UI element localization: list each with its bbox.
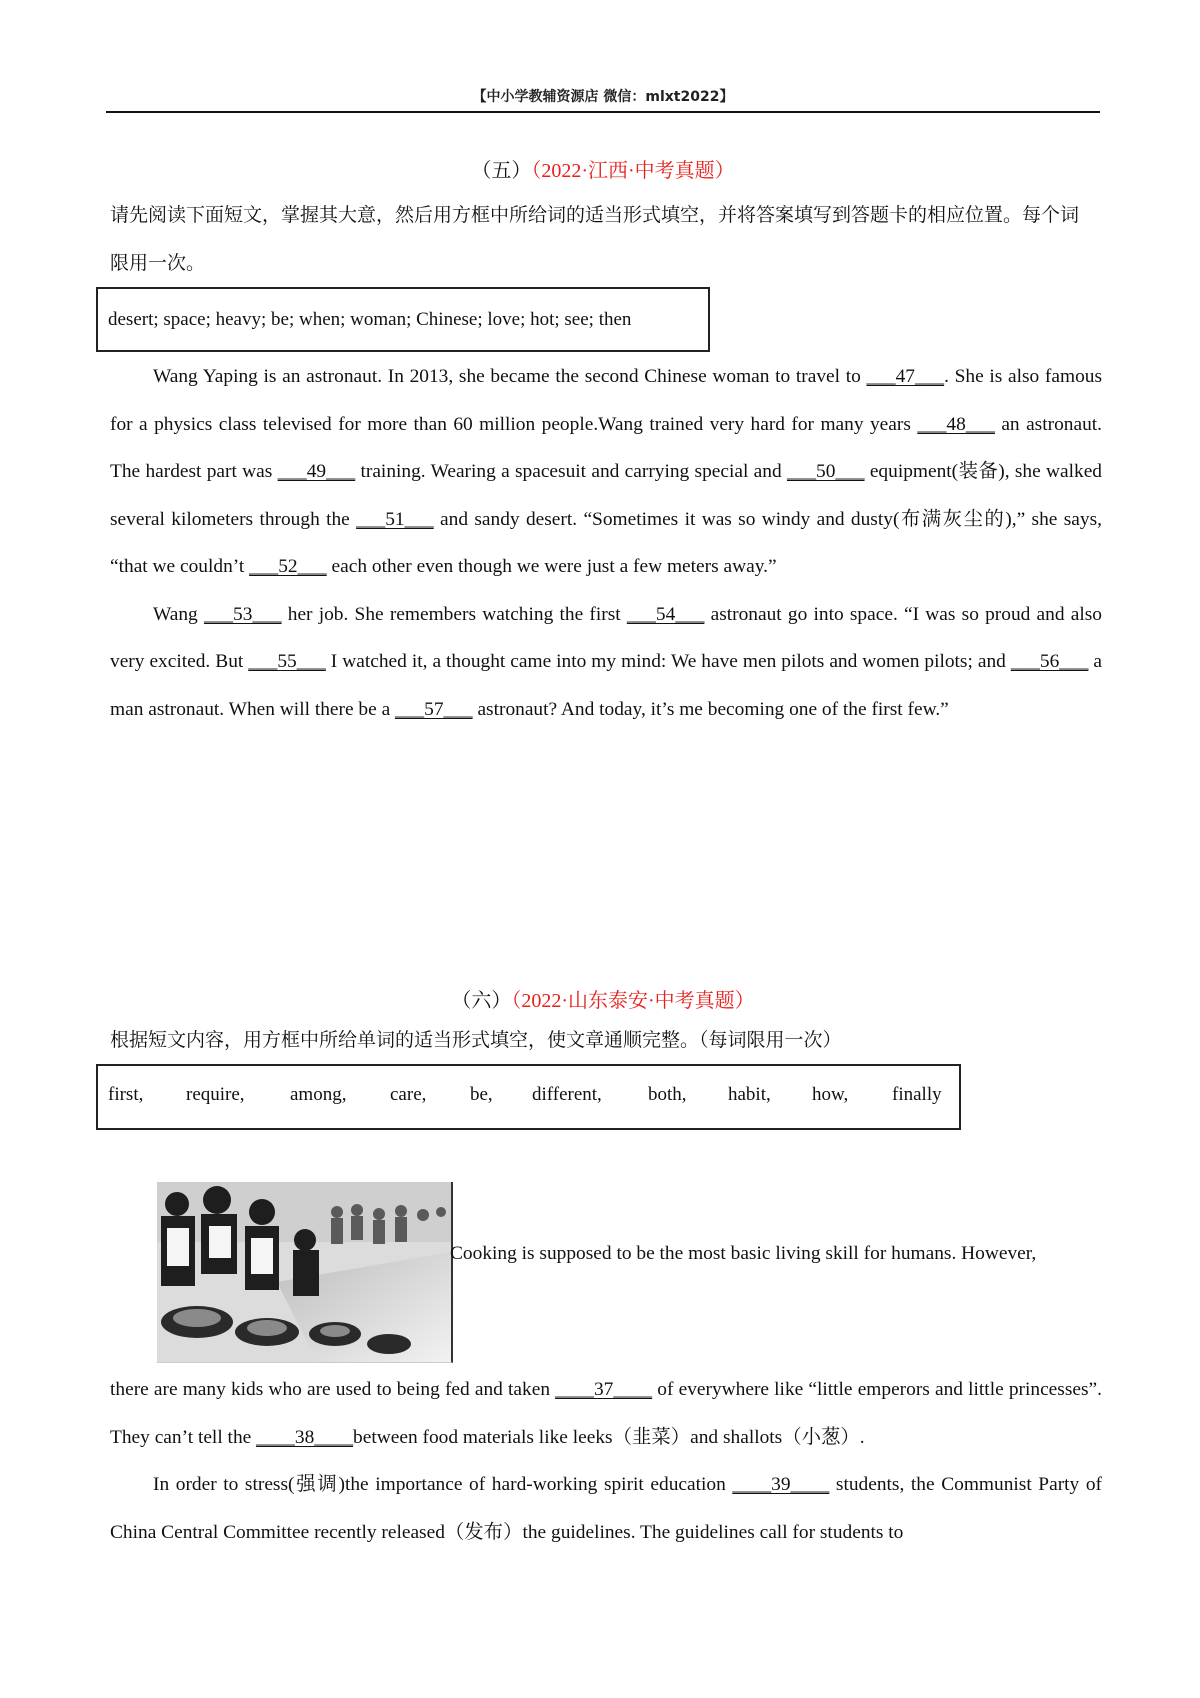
passage-text: there are many kids who are used to being fed and taken — [110, 1379, 556, 1400]
passage-text: a man astronaut. When will there be a — [110, 651, 1102, 720]
cooking-photo-image — [157, 1182, 451, 1362]
blank-52: ___52___ — [249, 556, 327, 577]
section6-beside-image — [450, 1242, 1102, 1266]
section5-paragraph-1 — [110, 353, 1102, 591]
blank-56: ___56___ — [1010, 651, 1089, 672]
passage-text: Wang Yaping is an astronaut. In 2013, she became the second Chinese woman to travel to — [153, 366, 867, 387]
passage-text: . She is also famous for a physics class televised for more than 60 million people.Wang trained very hard for many years — [110, 366, 1103, 435]
word-box-item: how, — [812, 1084, 849, 1105]
cooking-photo — [157, 1182, 453, 1363]
passage-text: astronaut? And today, it’s me becoming one of the first few.” — [472, 698, 949, 720]
section5-instruction: 请先阅读下面短文，掌握其大意，然后用方框中所给词的适当形式填空，并将答案填写到答题卡的相应位置。每个词限用一次。 — [110, 204, 1080, 274]
passage-text: Wang — [153, 603, 204, 625]
word-box-item: care, — [390, 1084, 427, 1105]
section6-title-prefix: （六） — [451, 990, 512, 1012]
blank-54: ___54___ — [626, 603, 705, 625]
word-box-item: among, — [290, 1084, 347, 1105]
blank-39: ____39____ — [732, 1474, 830, 1495]
blank-50: ___50___ — [786, 461, 865, 482]
blank-48: ___48___ — [917, 413, 995, 435]
section6-word-box — [96, 1064, 961, 1130]
blank-49: ___49___ — [277, 461, 356, 482]
passage-text: each other even though we were just a few meters away.” — [326, 556, 777, 577]
section6-title-source: （2022·山东泰安·中考真题） — [511, 990, 755, 1012]
section5-title-prefix: （五） — [471, 160, 532, 182]
passage-text: an astronaut. The hardest part was — [110, 413, 1102, 482]
passage-text: and sandy desert. “Sometimes it was so windy and dusty(布满灰尘的),” she says, “that we couldn’t — [110, 508, 1102, 577]
word-box-item: both, — [648, 1084, 687, 1105]
word-box-item: first, — [108, 1084, 144, 1105]
blank-53: ___53___ — [203, 603, 282, 625]
passage-text: training. Wearing a spacesuit and carrying special and — [355, 461, 787, 482]
word-box-item: require, — [186, 1084, 245, 1105]
passage-text: of everywhere like “little emperors and little princesses”. They can’t tell the — [110, 1379, 1102, 1448]
blank-38: ____38____ — [256, 1426, 354, 1448]
word-box-item: finally — [892, 1084, 942, 1105]
section6-passage — [110, 1366, 1102, 1556]
passage-text: students, the Communist Party of China Central Committee recently released（发布）the guidelines. The guidelines call for students to — [110, 1474, 1102, 1543]
section6-instruction: 根据短文内容，用方框中所给单词的适当形式填空，使文章通顺完整。（每词限用一次） — [110, 1029, 842, 1051]
passage-text: her job. She remembers watching the first — [281, 603, 627, 625]
blank-55: ___55___ — [248, 651, 326, 672]
page-header: 【中小学教辅资源店 微信：mlxt2022】 — [472, 89, 734, 105]
section5-title — [106, 154, 1100, 183]
blank-47: ___47___ — [866, 366, 945, 387]
blank-57: ___57___ — [395, 698, 473, 720]
beside-image-text: Cooking is supposed to be the most basic living skill for humans. However, — [450, 1243, 1037, 1264]
section5-paragraph-2 — [110, 591, 1102, 734]
word-box-item: different, — [532, 1084, 602, 1105]
section6-paragraph-2 — [110, 1461, 1102, 1556]
section6-paragraph-1 — [110, 1366, 1102, 1461]
section5-title-source: （2022·江西·中考真题） — [531, 160, 735, 182]
blank-37: ____37____ — [555, 1379, 653, 1400]
word-box-item: be, — [470, 1084, 493, 1105]
blank-51: ___51___ — [356, 508, 434, 530]
passage-text: In order to stress(强调)the importance of hard-working spirit education — [153, 1474, 733, 1495]
word-box-item: habit, — [728, 1084, 771, 1105]
passage-text: equipment(装备), she walked several kilometers through the — [110, 461, 1102, 530]
passage-text: astronaut go into space. “I was so proud and also very excited. But — [110, 603, 1102, 672]
passage-text: between food materials like leeks（韭菜）and shallots（小葱）. — [353, 1426, 865, 1448]
section6-title — [106, 984, 1100, 1013]
header-rule — [106, 111, 1100, 113]
section5-passage — [110, 353, 1102, 733]
section5-word-box: desert; space; heavy; be; when; woman; Chinese; love; hot; see; then — [96, 287, 710, 352]
passage-text: I watched it, a thought came into my mind: We have men pilots and women pilots; and — [325, 651, 1011, 672]
